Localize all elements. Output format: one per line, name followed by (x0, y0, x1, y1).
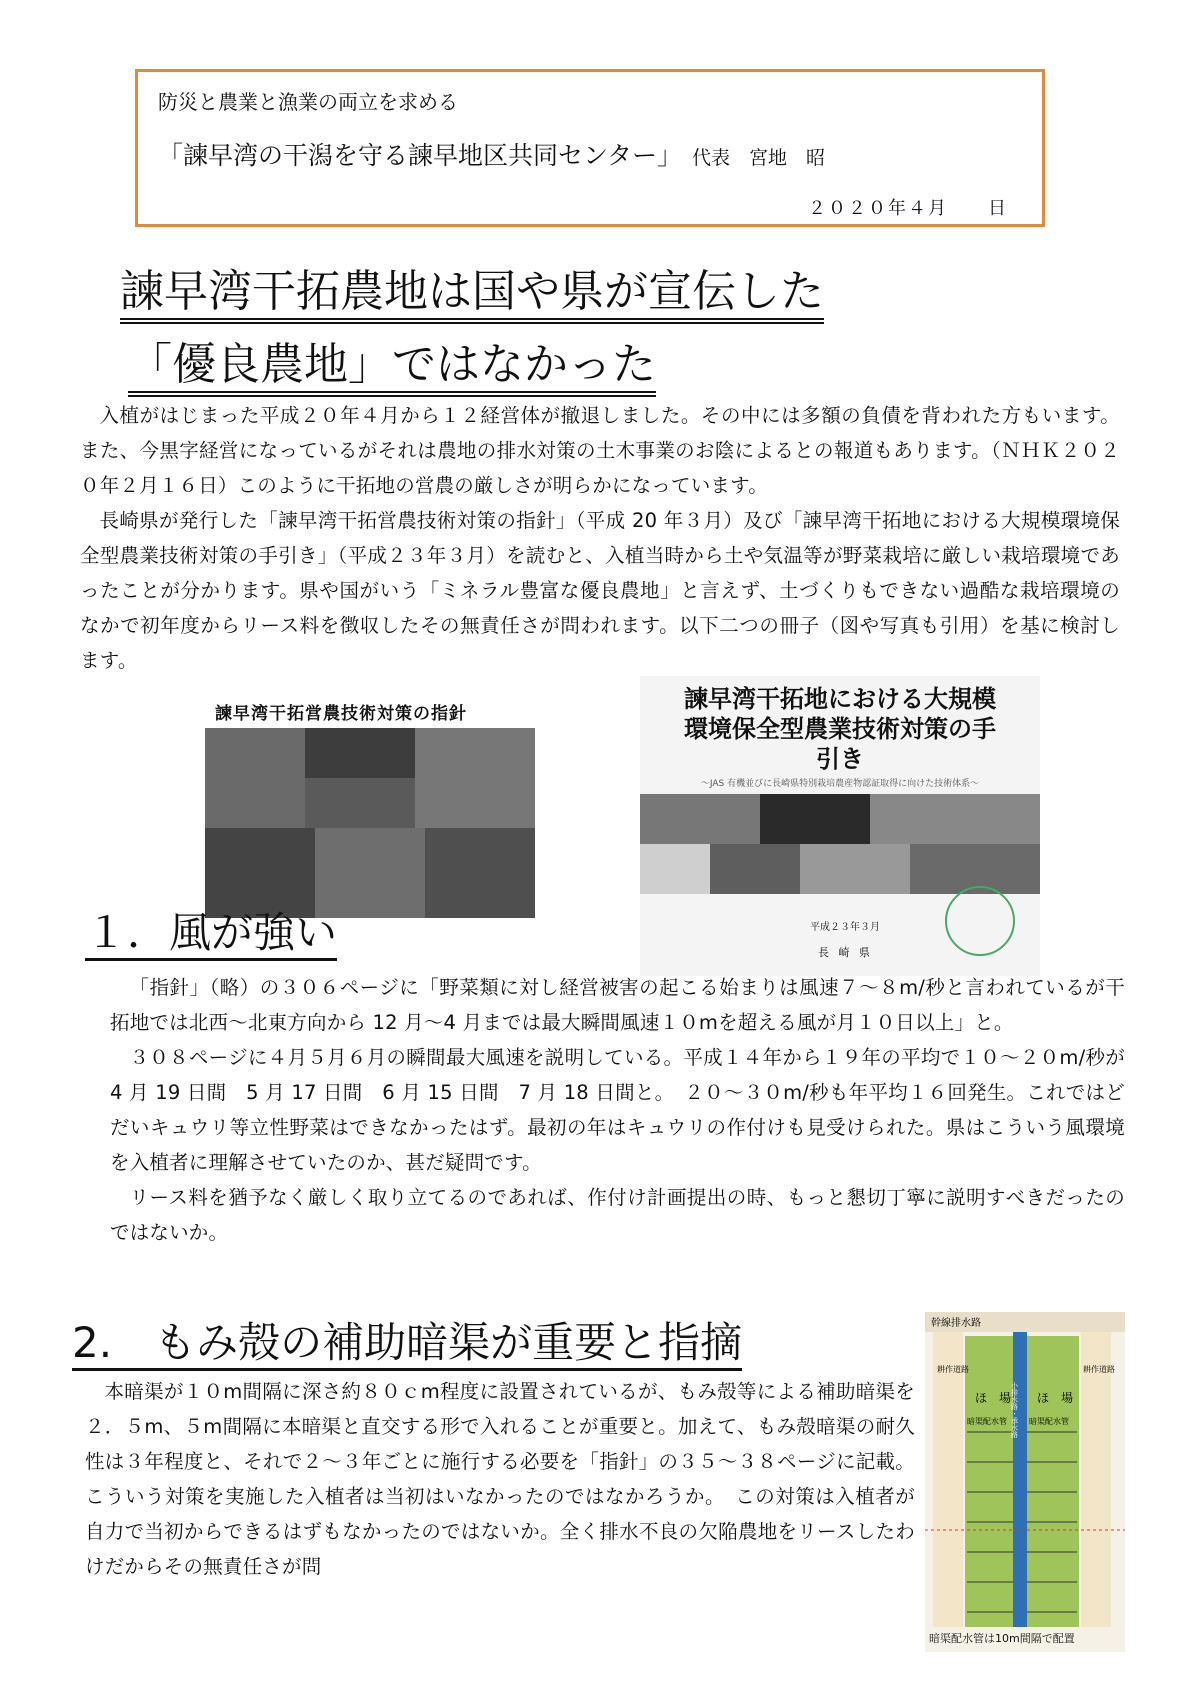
section-2-paragraph-1: 本暗渠が１０m間隔に深さ約８０ｃm程度に設置されているが、もみ殻等による補助暗渠を２．５m、５m間隔に本暗渠と直交する形で入れることが重要と。加えて、もみ殻暗渠の耐久性は３年程度と、それで２～３年ごとに施行する必要を「指針」の３５～３８ページに記載。こういう対策を実施した入植者は当初はいなかったのではなかろうか。 この対策は入植者が自力で当初からできるはずもなかったのではないか。全く排水不良の欠陥農地をリースしたわけだからその無責任さが問 (85, 1380, 915, 1578)
road-label-right: 耕作道路 (1083, 1365, 1115, 1374)
eco-farmer-logo-icon (945, 886, 1015, 956)
section-1-heading: １．風が強い (85, 912, 337, 961)
photo-field-crops (205, 728, 305, 828)
photo-greenhouse (315, 828, 425, 918)
section-1-text (110, 970, 1125, 1250)
org-name: 「諫早湾の干潟を守る諫早地区共同センター」 (158, 141, 683, 170)
section-1-paragraph-2: ３０８ページに４月５月６月の瞬間最大風速を説明している。平成１４年から１９年の平均で１０～２０m/秒が 4 月 19 日間 5 月 17 日間 6 月 15 日間 7 月 18 日間と。 ２０～３０m/秒も年平均１６回発生。これではどだいキュウリ等立性野菜はできなかったはず。最初の年はキュウリの作付けも見受けられた。県はこういう風環境を入植者に理解させていたのか、甚だ疑問です。 (110, 1046, 1125, 1174)
photo-rows-2 (710, 844, 800, 894)
booklet-2-prefecture: 長 崎 県 (818, 946, 873, 959)
photo-soil (425, 828, 535, 918)
intro-paragraph-2: 長崎県が発行した「諫早湾干拓営農技術対策の指針」（平成 20 年３月）及び「諫早湾干拓地における大規模環境保全型農業技術対策の手引き」（平成２３年３月）を読むと、入植当時から土や気温等が野菜栽培に厳しい栽培環境であったことが分かります。県や国がいう「ミネラル豊富な優良農地」と言えず、土づくりもできない過酷な栽培環境のなかで初年度からリース料を徴収したその無責任さが問われます。以下二つの冊子（図や写真も引用）を基に検討します。 (80, 509, 1120, 672)
booklet-2-cover-image (640, 676, 1040, 976)
drainage-diagram-svg (925, 1312, 1125, 1627)
field-label-right: ほ 場 (1037, 1391, 1074, 1405)
field-label-left: ほ 場 (975, 1391, 1012, 1405)
section-2-heading: 2. もみ殻の補助暗渠が重要と指摘 (72, 1322, 742, 1371)
intro-paragraph-1: 入植がはじまった平成２０年４月から１２経営体が撤退しました。その中には多額の負債を背われた方もいます。また、今黒字経営になっているがそれは農地の排水対策の土木事業のお陰によるとの報道もあります。（ＮＨＫ２０２０年２月１６日）このように干拓地の営農の厳しさが明らかになっています。 (80, 404, 1120, 497)
intro-text (80, 398, 1120, 678)
road-label-left: 耕作道路 (937, 1365, 969, 1374)
booklet-2-date: 平成２３年３月 (810, 922, 880, 933)
photo-furrows (305, 728, 415, 778)
section-2-text (85, 1374, 915, 1584)
org-subtitle: 防災と農業と漁業の両立を求める (158, 90, 458, 114)
diagram-caption: 暗渠配水管は10m間隔で配置 (929, 1632, 1075, 1645)
section-1-paragraph-3: リース料を猶予なく厳しく取り立てるのであれば、作付け計画提出の時、もっと懇切丁寧に説明すべきだったのではないか。 (110, 1186, 1125, 1244)
header-box (135, 69, 1045, 227)
section-1-paragraph-1: 「指針」（略）の３０６ページに「野菜類に対し経営被害の起こる始まりは風速７～８m/秒と言われているが干拓地では北西～北東方向から 12 月～4 月までは最大瞬間風速１０mを超える風が月１０日以上」と。 (110, 976, 1125, 1034)
road-left (933, 1332, 963, 1627)
photo-plants (415, 728, 535, 828)
drain-channel (1013, 1332, 1027, 1627)
road-right (1081, 1332, 1111, 1627)
drain-label: 小排水路・承水路 (1010, 1382, 1018, 1438)
photo-cabbage-field (205, 828, 315, 918)
pipe-label-left: 暗渠配水管 (967, 1417, 1007, 1426)
photo-rows (305, 778, 415, 828)
representative: 代表 宮地 昭 (692, 147, 826, 169)
headline-line-1: 諫早湾干拓農地は国や県が宣伝した (120, 270, 824, 324)
issue-date: ２０２０年４月 日 (808, 198, 1008, 219)
photo-solar-panel (870, 794, 1040, 844)
headline-line-2: 「優良農地」ではなかった (128, 343, 656, 397)
drainage-diagram (925, 1312, 1125, 1652)
booklet-1-title: 諫早湾干拓営農技術対策の指針 (215, 704, 467, 724)
diagram-top-label: 幹線排水路 (931, 1318, 981, 1329)
photo-field-2 (800, 844, 910, 894)
booklet-2-subtitle: ～JAS 有機並びに長崎県特別栽培農産物認証取得に向けた技術体系～ (700, 779, 980, 789)
booklet-1-cover-image (205, 693, 535, 918)
photo-bottles (640, 844, 710, 894)
photo-night-lights (760, 794, 870, 844)
field-left (965, 1336, 1013, 1627)
booklet-2-title: 諫早湾干拓地における大規模環境保全型農業技術対策の手引き (684, 685, 996, 773)
pipe-label-right: 暗渠配水管 (1029, 1417, 1069, 1426)
photo-field-1 (640, 794, 760, 844)
field-right (1027, 1336, 1079, 1627)
org-name-line (158, 136, 825, 172)
